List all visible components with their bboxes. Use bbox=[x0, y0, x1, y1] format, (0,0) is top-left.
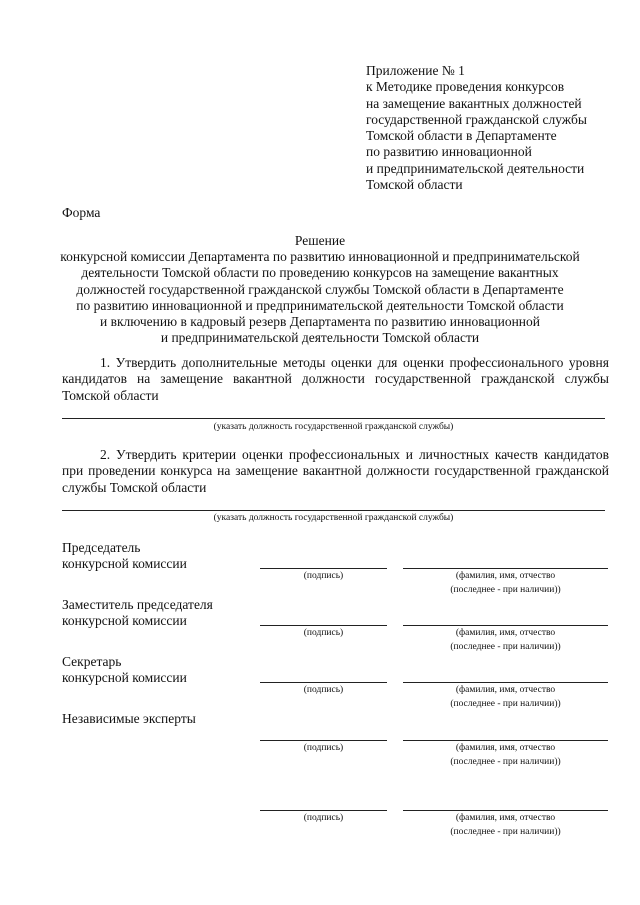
role-label: конкурсной комиссии bbox=[62, 670, 187, 686]
name-caption bbox=[403, 627, 608, 654]
item-2-paragraph: 2. Утвердить критерии оценки профессиональных и личностных качеств кандидатов при проведении конкурса на замещение вакантной должности государственной гражданской службы Томской области bbox=[62, 447, 609, 495]
item-1-text bbox=[62, 355, 609, 404]
item-2-hint: (указать должность государственной гражданской службы) bbox=[213, 513, 454, 523]
appendix-line: Приложение № 1 bbox=[366, 63, 465, 78]
decision-line: конкурсной комиссии Департамента по развитию инновационной и предпринимательской bbox=[60, 249, 580, 265]
signature-caption: (подпись) bbox=[303, 813, 344, 823]
secretary-role bbox=[62, 654, 187, 687]
decision-line: и предпринимательской деятельности Томской области bbox=[160, 330, 480, 346]
name-caption-line: (последнее - при наличии)) bbox=[450, 826, 561, 837]
decision-line: и включению в кадровый резерв Департамента по развитию инновационной bbox=[99, 314, 540, 330]
name-caption-line: (фамилия, имя, отчество bbox=[455, 743, 556, 753]
name-caption-line: (фамилия, имя, отчество bbox=[455, 628, 556, 638]
secretary-name-line[interactable] bbox=[403, 682, 608, 683]
expert-1-signature-line[interactable] bbox=[260, 740, 387, 741]
role-label: Секретарь bbox=[62, 654, 122, 669]
role-label: конкурсной комиссии bbox=[62, 613, 187, 629]
item-2-text bbox=[62, 447, 609, 496]
secretary-signature-line[interactable] bbox=[260, 682, 387, 683]
deputy-name-line[interactable] bbox=[403, 625, 608, 626]
expert-1-name-line[interactable] bbox=[403, 740, 608, 741]
form-label: Форма bbox=[62, 205, 101, 220]
name-caption bbox=[403, 570, 608, 597]
name-caption bbox=[403, 812, 608, 839]
deputy-signature-line[interactable] bbox=[260, 625, 387, 626]
decision-title: Решение bbox=[294, 233, 346, 248]
name-caption-line: (последнее - при наличии)) bbox=[450, 584, 561, 595]
appendix-line: Томской области в Департаменте bbox=[366, 128, 557, 144]
appendix-line: к Методике проведения конкурсов bbox=[366, 79, 565, 95]
appendix-line: по развитию инновационной bbox=[366, 144, 532, 160]
expert-2-signature-line[interactable] bbox=[260, 810, 387, 811]
appendix-line: государственной гражданской службы bbox=[366, 111, 587, 127]
name-caption-line: (фамилия, имя, отчество bbox=[455, 813, 556, 823]
role-label: Заместитель председателя bbox=[62, 597, 213, 612]
appendix-line: и предпринимательской деятельности bbox=[366, 160, 585, 176]
name-caption-line: (последнее - при наличии)) bbox=[450, 641, 561, 652]
chairman-role bbox=[62, 540, 187, 573]
decision-line: должностей государственной гражданской службы Томской области в Департаменте bbox=[76, 281, 564, 297]
deputy-role bbox=[62, 597, 213, 630]
decision-line: деятельности Томской области по проведению конкурсов на замещение вакантных bbox=[81, 265, 559, 281]
appendix-line: Томской области bbox=[366, 177, 463, 193]
name-caption-line: (последнее - при наличии)) bbox=[450, 698, 561, 709]
item-1-paragraph: 1. Утвердить дополнительные методы оценки для оценки профессионального уровня кандидатов на замещение вакантной должности государственной гражданской службы Томской области bbox=[62, 355, 609, 403]
signature-caption: (подпись) bbox=[303, 628, 344, 638]
chairman-signature-line[interactable] bbox=[260, 568, 387, 569]
role-label: конкурсной комиссии bbox=[62, 556, 187, 572]
signature-caption: (подпись) bbox=[303, 743, 344, 753]
role-label: Председатель bbox=[62, 540, 141, 555]
appendix-line: на замещение вакантных должностей bbox=[366, 95, 582, 111]
name-caption bbox=[403, 684, 608, 711]
name-caption bbox=[403, 742, 608, 769]
item-1-hint: (указать должность государственной гражданской службы) bbox=[213, 422, 454, 432]
name-caption-line: (последнее - при наличии)) bbox=[450, 756, 561, 767]
item-2-fill-line[interactable] bbox=[62, 510, 605, 511]
item-1-fill-line[interactable] bbox=[62, 418, 605, 419]
name-caption-line: (фамилия, имя, отчество bbox=[455, 571, 556, 581]
signature-caption: (подпись) bbox=[303, 685, 344, 695]
decision-title-block bbox=[0, 233, 640, 346]
experts-role: Независимые эксперты bbox=[62, 711, 196, 726]
name-caption-line: (фамилия, имя, отчество bbox=[455, 685, 556, 695]
signature-caption: (подпись) bbox=[303, 571, 344, 581]
expert-2-name-line[interactable] bbox=[403, 810, 608, 811]
chairman-name-line[interactable] bbox=[403, 568, 608, 569]
decision-line: по развитию инновационной и предпринимательской деятельности Томской области bbox=[76, 297, 564, 313]
appendix-header bbox=[366, 63, 587, 193]
